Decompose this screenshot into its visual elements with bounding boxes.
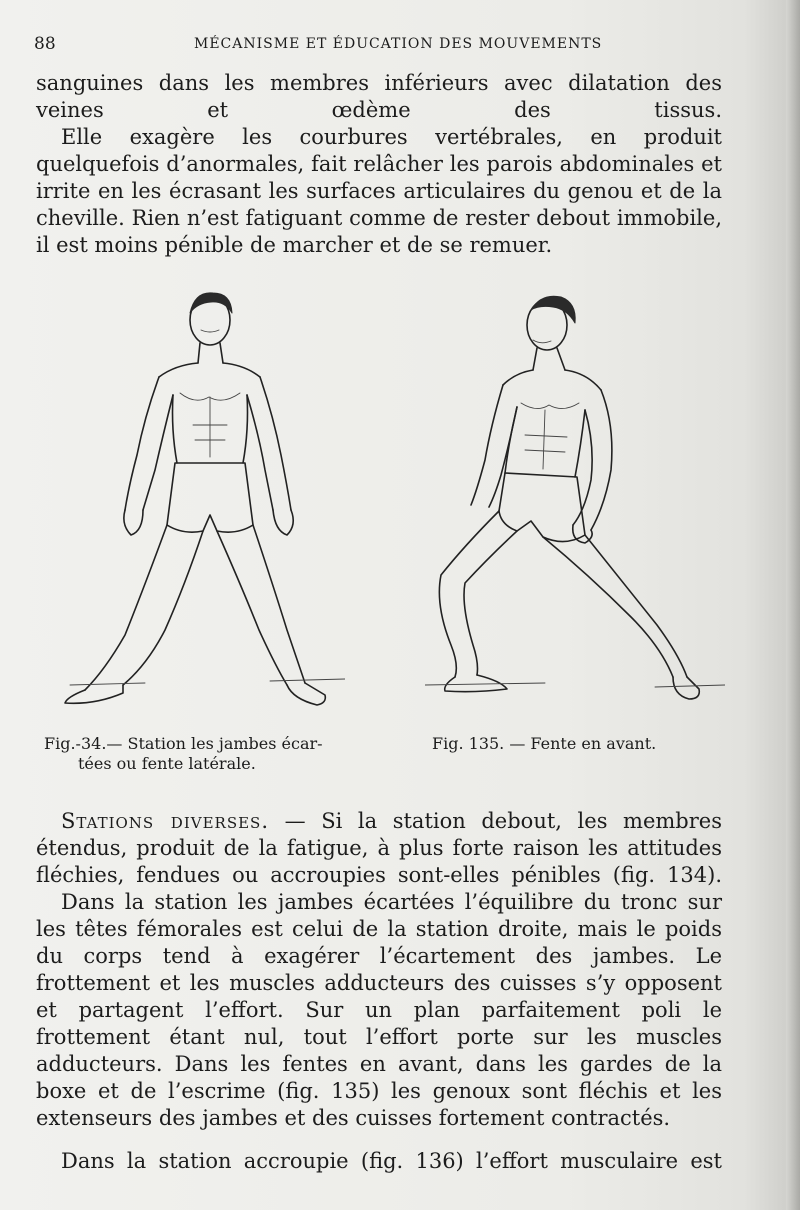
page-edge-shadow <box>786 0 800 1210</box>
page-header <box>34 34 724 58</box>
page-number: 88 <box>34 34 56 54</box>
paragraph-squat: Dans la station accroupie (fig. 136) l’effort musculaire est <box>61 1149 722 1173</box>
figure-135-illustration <box>425 285 725 715</box>
figure-134-caption-line1: Fig.-34.— Station les jambes écar- <box>44 734 323 753</box>
running-head: MÉCANISME ET ÉDUCATION DES MOUVEMENTS <box>194 36 603 52</box>
figure-134-caption <box>44 734 384 774</box>
figure-135-caption-line1: Fig. 135. — Fente en avant. <box>432 734 657 753</box>
paragraph-legs-apart: Dans la station les jambes écartées l’équilibre du tronc sur les têtes fémorales est celui de la station droite, mais le poids du corps tend à exagérer l’écartement des jambes. Le frottement et les muscles adducteurs des cuisses s’y opposent et partagent l’effort. Sur un plan parfaitement poli le frottement étant nul, tout l’effort porte sur les muscles adducteurs. Dans les fentes en avant, dans les gardes de la boxe et de l’escrime (fig. 135) les genoux sont fléchis et les extenseurs des jambes et des cuisses fortement contractés. <box>36 890 722 1130</box>
paragraph-continued: sanguines dans les membres inférieurs avec dilatation des veines et œdème des tissus. <box>36 71 722 122</box>
section-title: Stations diverses. <box>61 809 270 833</box>
figure-135-caption <box>432 734 722 754</box>
figure-134-drawing <box>55 285 345 715</box>
section-lead: — Si la station debout, les membres étendus, produit de la fatigue, à plus forte raison les attitudes fléchies, fendues ou accroupies sont-elles pénibles (fig. 134). <box>36 809 722 887</box>
paragraph-posture: Elle exagère les courbures vertébrales, en produit quelquefois d’anormales, fait relâcher les parois abdominales et irrite en les écrasant les surfaces articulaires du genou et de la cheville. Rien n’est fatiguant comme de rester debout immobile, il est moins pénible de marcher et de se remuer. <box>36 125 722 257</box>
paragraph-stations-diverses <box>36 808 722 889</box>
figure-134-caption-line2: tées ou fente latérale. <box>78 754 256 773</box>
figure-135-drawing <box>425 285 725 715</box>
figure-134-illustration <box>55 285 345 715</box>
